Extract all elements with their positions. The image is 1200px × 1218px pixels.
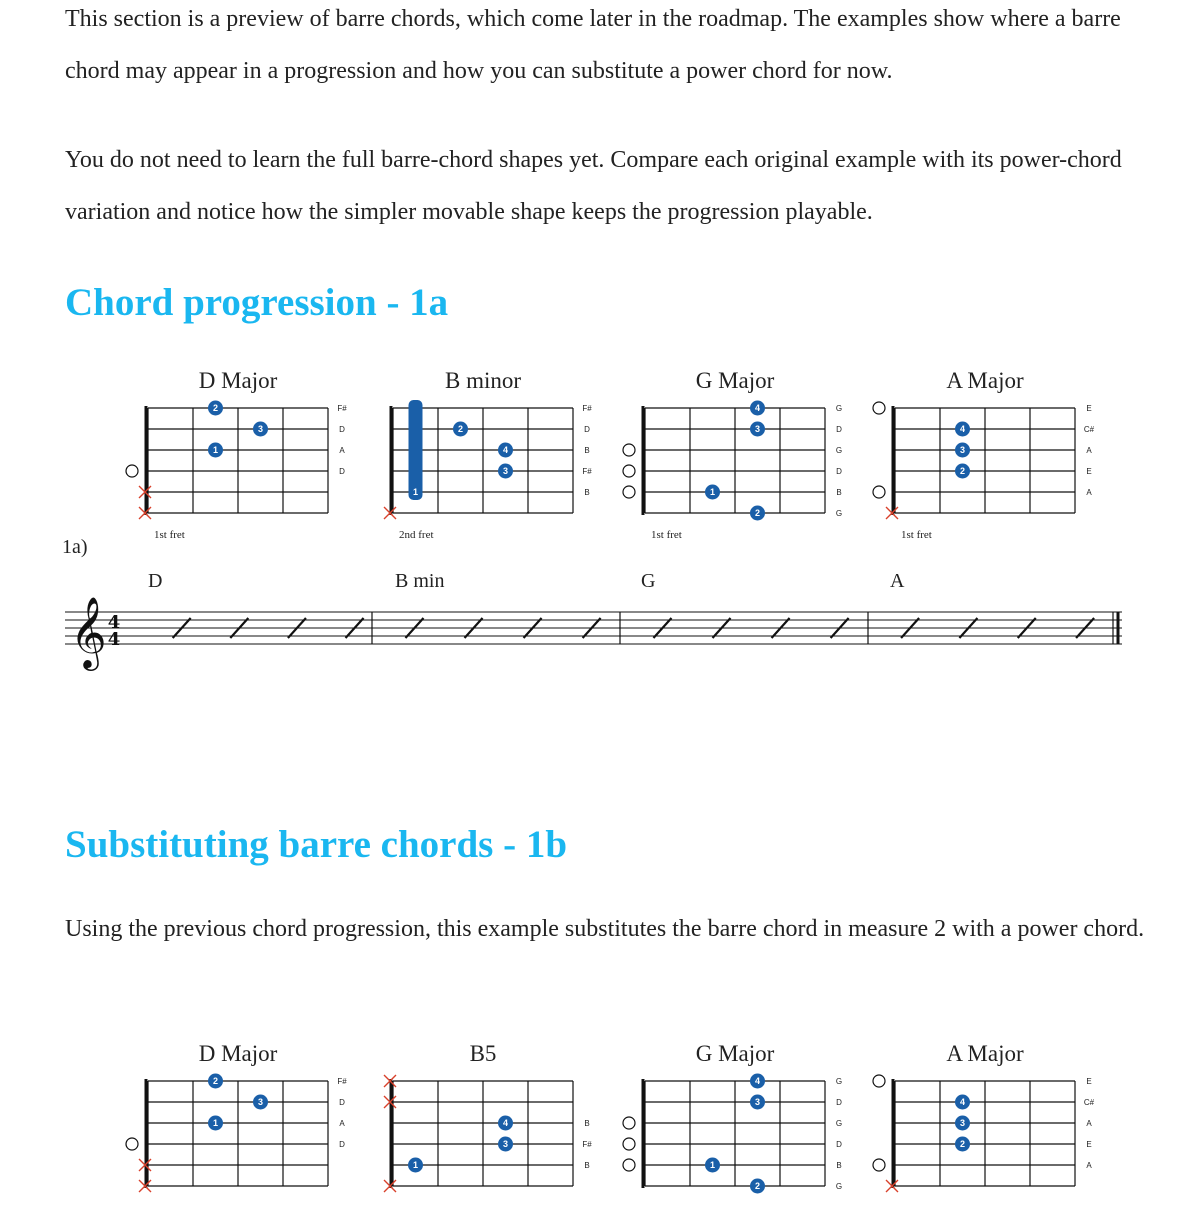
finger-number: 1 (412, 1160, 419, 1170)
finger-number: 2 (959, 466, 966, 476)
finger-number: 3 (502, 1139, 509, 1149)
staff-label: 1a) (62, 536, 88, 558)
chord-name: D Major (198, 368, 278, 393)
staff-chord-symbols (148, 570, 905, 592)
open-string-icon (873, 402, 885, 414)
string-note-label: A (339, 1119, 345, 1128)
string-note-label: B (584, 446, 590, 455)
finger-number: 2 (212, 403, 219, 413)
staff-chord-symbol: A (890, 570, 905, 592)
open-string-icon (873, 486, 885, 498)
string-note-label: F# (582, 467, 592, 476)
chord-name: A Major (946, 1041, 1024, 1066)
string-note-label: E (1086, 1140, 1092, 1149)
string-note-label: E (1086, 467, 1092, 476)
open-string-icon (623, 486, 635, 498)
string-note-label: A (1086, 1161, 1092, 1170)
chord-diagrams-1a (0, 365, 1200, 545)
string-note-label: A (339, 446, 345, 455)
time-signature (108, 612, 121, 650)
fret-position-label: 2nd fret (399, 529, 434, 541)
chord-diagram (126, 368, 347, 541)
chord-diagram (623, 368, 842, 541)
open-string-icon (126, 1138, 138, 1150)
string-note-label: D (339, 1140, 345, 1149)
svg-text:4: 4 (107, 629, 121, 650)
finger-number: 2 (754, 1181, 761, 1191)
string-note-label: C# (1083, 1098, 1095, 1107)
finger-number: 1 (412, 487, 419, 497)
string-note-label: F# (582, 1140, 592, 1149)
chord-name: A Major (946, 368, 1024, 393)
finger-number: 3 (959, 1118, 966, 1128)
staff-chord-symbol: G (641, 570, 656, 592)
fret-position-label: 1st fret (901, 529, 932, 541)
rhythm-staff-1a (0, 535, 1200, 668)
treble-clef-icon: 𝄞 (70, 595, 107, 668)
string-note-label: A (1086, 488, 1092, 497)
finger-number: 2 (457, 424, 464, 434)
string-note-label: C# (1083, 425, 1095, 434)
intro-paragraph-1: This section is a preview of barre chords, which come later in the roadmap. The examples show where a barre chord may appear in a progression and how you can substitute a power chord for now. (65, 6, 1121, 84)
finger-number: 1 (709, 1160, 716, 1170)
fret-position-label: 1st fret (154, 529, 185, 541)
string-note-label: D (584, 425, 590, 434)
finger-number: 2 (754, 508, 761, 518)
string-note-label: G (835, 446, 843, 455)
open-string-icon (623, 1138, 635, 1150)
finger-number: 1 (709, 487, 716, 497)
finger-number: 1 (212, 1118, 219, 1128)
chord-name: G Major (695, 1041, 775, 1066)
finger-number: 3 (959, 445, 966, 455)
string-note-label: B (584, 488, 590, 497)
open-string-icon (873, 1159, 885, 1171)
string-note-label: D (339, 1098, 345, 1107)
chord-name: D Major (198, 1041, 278, 1066)
string-note-label: B (584, 1161, 590, 1170)
finger-number: 2 (959, 1139, 966, 1149)
barre-bar (409, 400, 423, 500)
string-note-label: G (835, 509, 843, 518)
string-note-label: B (836, 488, 842, 497)
finger-number: 1 (212, 445, 219, 455)
section1-heading: Chord progression - 1a (65, 281, 449, 324)
string-note-label: D (836, 425, 842, 434)
finger-number: 4 (754, 1076, 761, 1086)
open-string-icon (126, 465, 138, 477)
finger-number: 3 (754, 1097, 761, 1107)
string-note-label: G (835, 1182, 843, 1191)
finger-number: 4 (502, 1118, 509, 1128)
finger-number: 3 (754, 424, 761, 434)
svg-text:4: 4 (107, 612, 121, 633)
string-note-label: F# (337, 1077, 347, 1086)
string-note-label: A (1086, 1119, 1092, 1128)
section2-heading: Substituting barre chords - 1b (65, 823, 568, 866)
chord-diagram (873, 368, 1095, 541)
fret-position-label: 1st fret (651, 529, 682, 541)
chord-diagram (623, 1041, 842, 1194)
finger-number: 3 (257, 1097, 264, 1107)
chord-diagram (384, 368, 592, 541)
open-string-icon (873, 1075, 885, 1087)
string-note-label: A (1086, 446, 1092, 455)
string-note-label: D (836, 1098, 842, 1107)
string-note-label: B (836, 1161, 842, 1170)
string-note-label: E (1086, 1077, 1092, 1086)
finger-number: 3 (502, 466, 509, 476)
chord-diagram (873, 1041, 1095, 1192)
string-note-label: D (836, 1140, 842, 1149)
finger-number: 4 (754, 403, 761, 413)
open-string-icon (623, 1117, 635, 1129)
finger-number: 4 (959, 424, 966, 434)
string-note-label: G (835, 404, 843, 413)
string-note-label: E (1086, 404, 1092, 413)
chord-diagrams-1b (0, 1038, 1200, 1218)
string-note-label: D (339, 425, 345, 434)
open-string-icon (623, 444, 635, 456)
chord-diagram (384, 1041, 592, 1192)
string-note-label: F# (582, 404, 592, 413)
finger-number: 2 (212, 1076, 219, 1086)
open-string-icon (623, 1159, 635, 1171)
string-note-label: D (339, 467, 345, 476)
open-string-icon (623, 465, 635, 477)
section2-paragraph: Using the previous chord progression, this example substitutes the barre chord in measure 2 with a power chord. (65, 916, 1145, 942)
string-note-label: G (835, 1119, 843, 1128)
chord-name: B5 (469, 1041, 497, 1066)
chord-name: B minor (444, 368, 522, 393)
chord-name: G Major (695, 368, 775, 393)
string-note-label: G (835, 1077, 843, 1086)
staff-lines (65, 612, 1122, 644)
finger-number: 4 (502, 445, 509, 455)
finger-number: 3 (257, 424, 264, 434)
string-note-label: F# (337, 404, 347, 413)
staff-chord-symbol: B min (395, 570, 445, 592)
string-note-label: D (836, 467, 842, 476)
staff-chord-symbol: D (148, 570, 163, 592)
string-note-label: B (584, 1119, 590, 1128)
chord-diagram (126, 1041, 347, 1192)
finger-number: 4 (959, 1097, 966, 1107)
intro-paragraph-2: You do not need to learn the full barre-chord shapes yet. Compare each original example with its power-chord variation and notice how the simpler movable shape keeps the progression playable. (65, 147, 1122, 225)
